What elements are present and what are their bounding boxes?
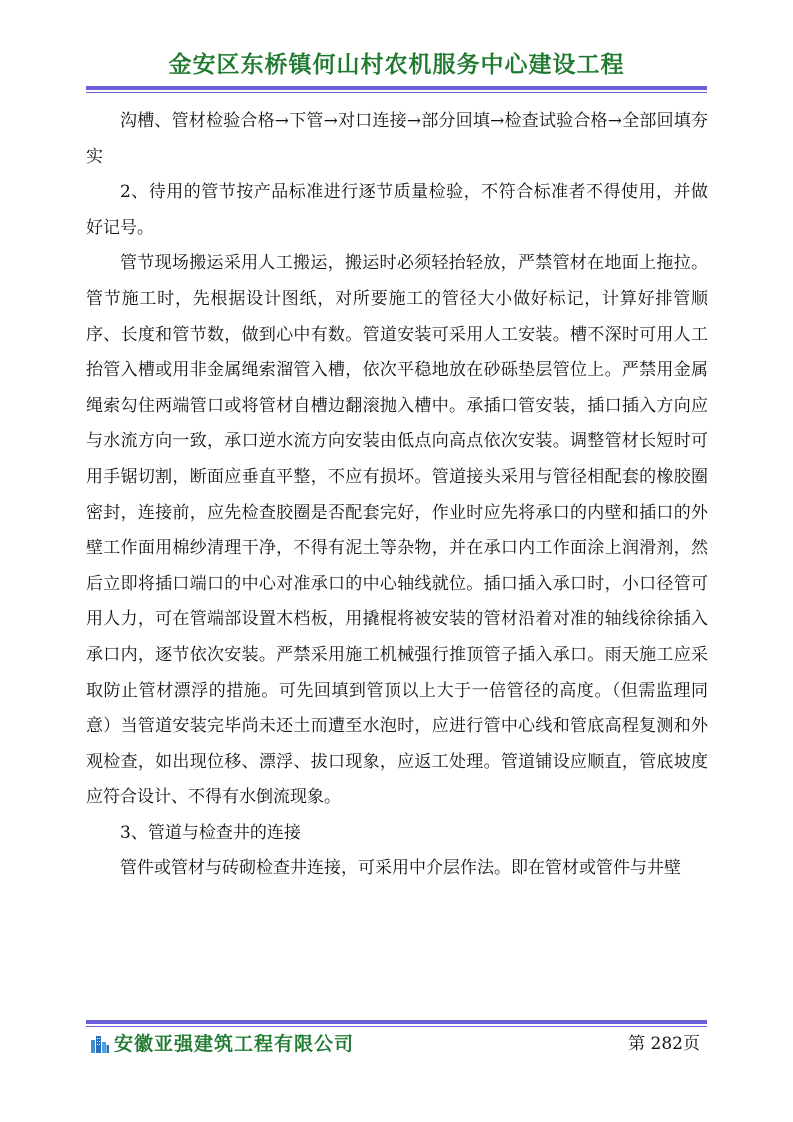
- page-footer: [86, 1030, 708, 1060]
- footer-rule-thick: [86, 1020, 707, 1024]
- paragraph: 管节现场搬运采用人工搬运，搬运时必须轻抬轻放，严禁管材在地面上拖拉。管节施工时，先根据设计图纸，对所要施工的管径大小做好标记，计算好排管顺序、长度和管节数，做到心中有数。管道安装可采用人工安装。槽不深时可用人工抬管入槽或用非金属绳索溜管入槽，依次平稳地放在砂砾垫层管位上。严禁用金属绳索勾住两端管口或将管材自槽边翻滚抛入槽中。承插口管安装，插口插入方向应与水流方向一致，承口逆水流方向安装由低点向高点依次安装。调整管材长短时可用手锯切割，断面应垂直平整，不应有损坏。管道接头采用与管径相配套的橡胶圈密封，连接前，应先检查胶圈是否配套完好，作业时应先将承口的内壁和插口的外壁工作面用棉纱清理干净，不得有泥土等杂物，并在承口内工作面涂上润滑剂，然后立即将插口端口的中心对准承口的中心轴线就位。插口插入承口时，小口径管可用人力，可在管端部设置木档板，用撬棍将被安装的管材沿着对准的轴线徐徐插入承口内，逐节依次安装。严禁采用施工机械强行推顶管子插入承口。雨天施工应采取防止管材漂浮的措施。可先回填到管顶以上大于一倍管径的高度。（但需监理同意）当管道安装完毕尚未还土而遭至水泡时，应进行管中心线和管底高程复测和外观检查，如出现位移、漂浮、拔口现象，应返工处理。管道铺设应顺直，管底坡度应符合设计、不得有水倒流现象。: [86, 253, 708, 808]
- paragraph: 沟槽、管材检验合格→下管→对口连接→部分回填→检查试验合格→全部回填夯实: [86, 111, 708, 167]
- header-rule-thick: [86, 86, 707, 90]
- building-icon: [90, 1034, 110, 1054]
- document-body: [86, 104, 708, 887]
- footer-rule-thin: [86, 1026, 707, 1027]
- paragraph: 3、管道与检查井的连接: [120, 822, 301, 843]
- paragraph: 2、待用的管节按产品标准进行逐节质量检验，不符合标准者不得使用，并做好记号。: [86, 182, 708, 238]
- page-header-title: 金安区东桥镇何山村农机服务中心建设工程: [168, 52, 625, 78]
- paragraph: 管件或管材与砖砌检查井连接，可采用中介层作法。即在管材或管件与井壁: [120, 858, 681, 879]
- company-name: 安徽亚强建筑工程有限公司: [114, 1033, 355, 1055]
- header-rule-thin: [86, 92, 707, 93]
- page-number: 第 282页: [628, 1034, 700, 1054]
